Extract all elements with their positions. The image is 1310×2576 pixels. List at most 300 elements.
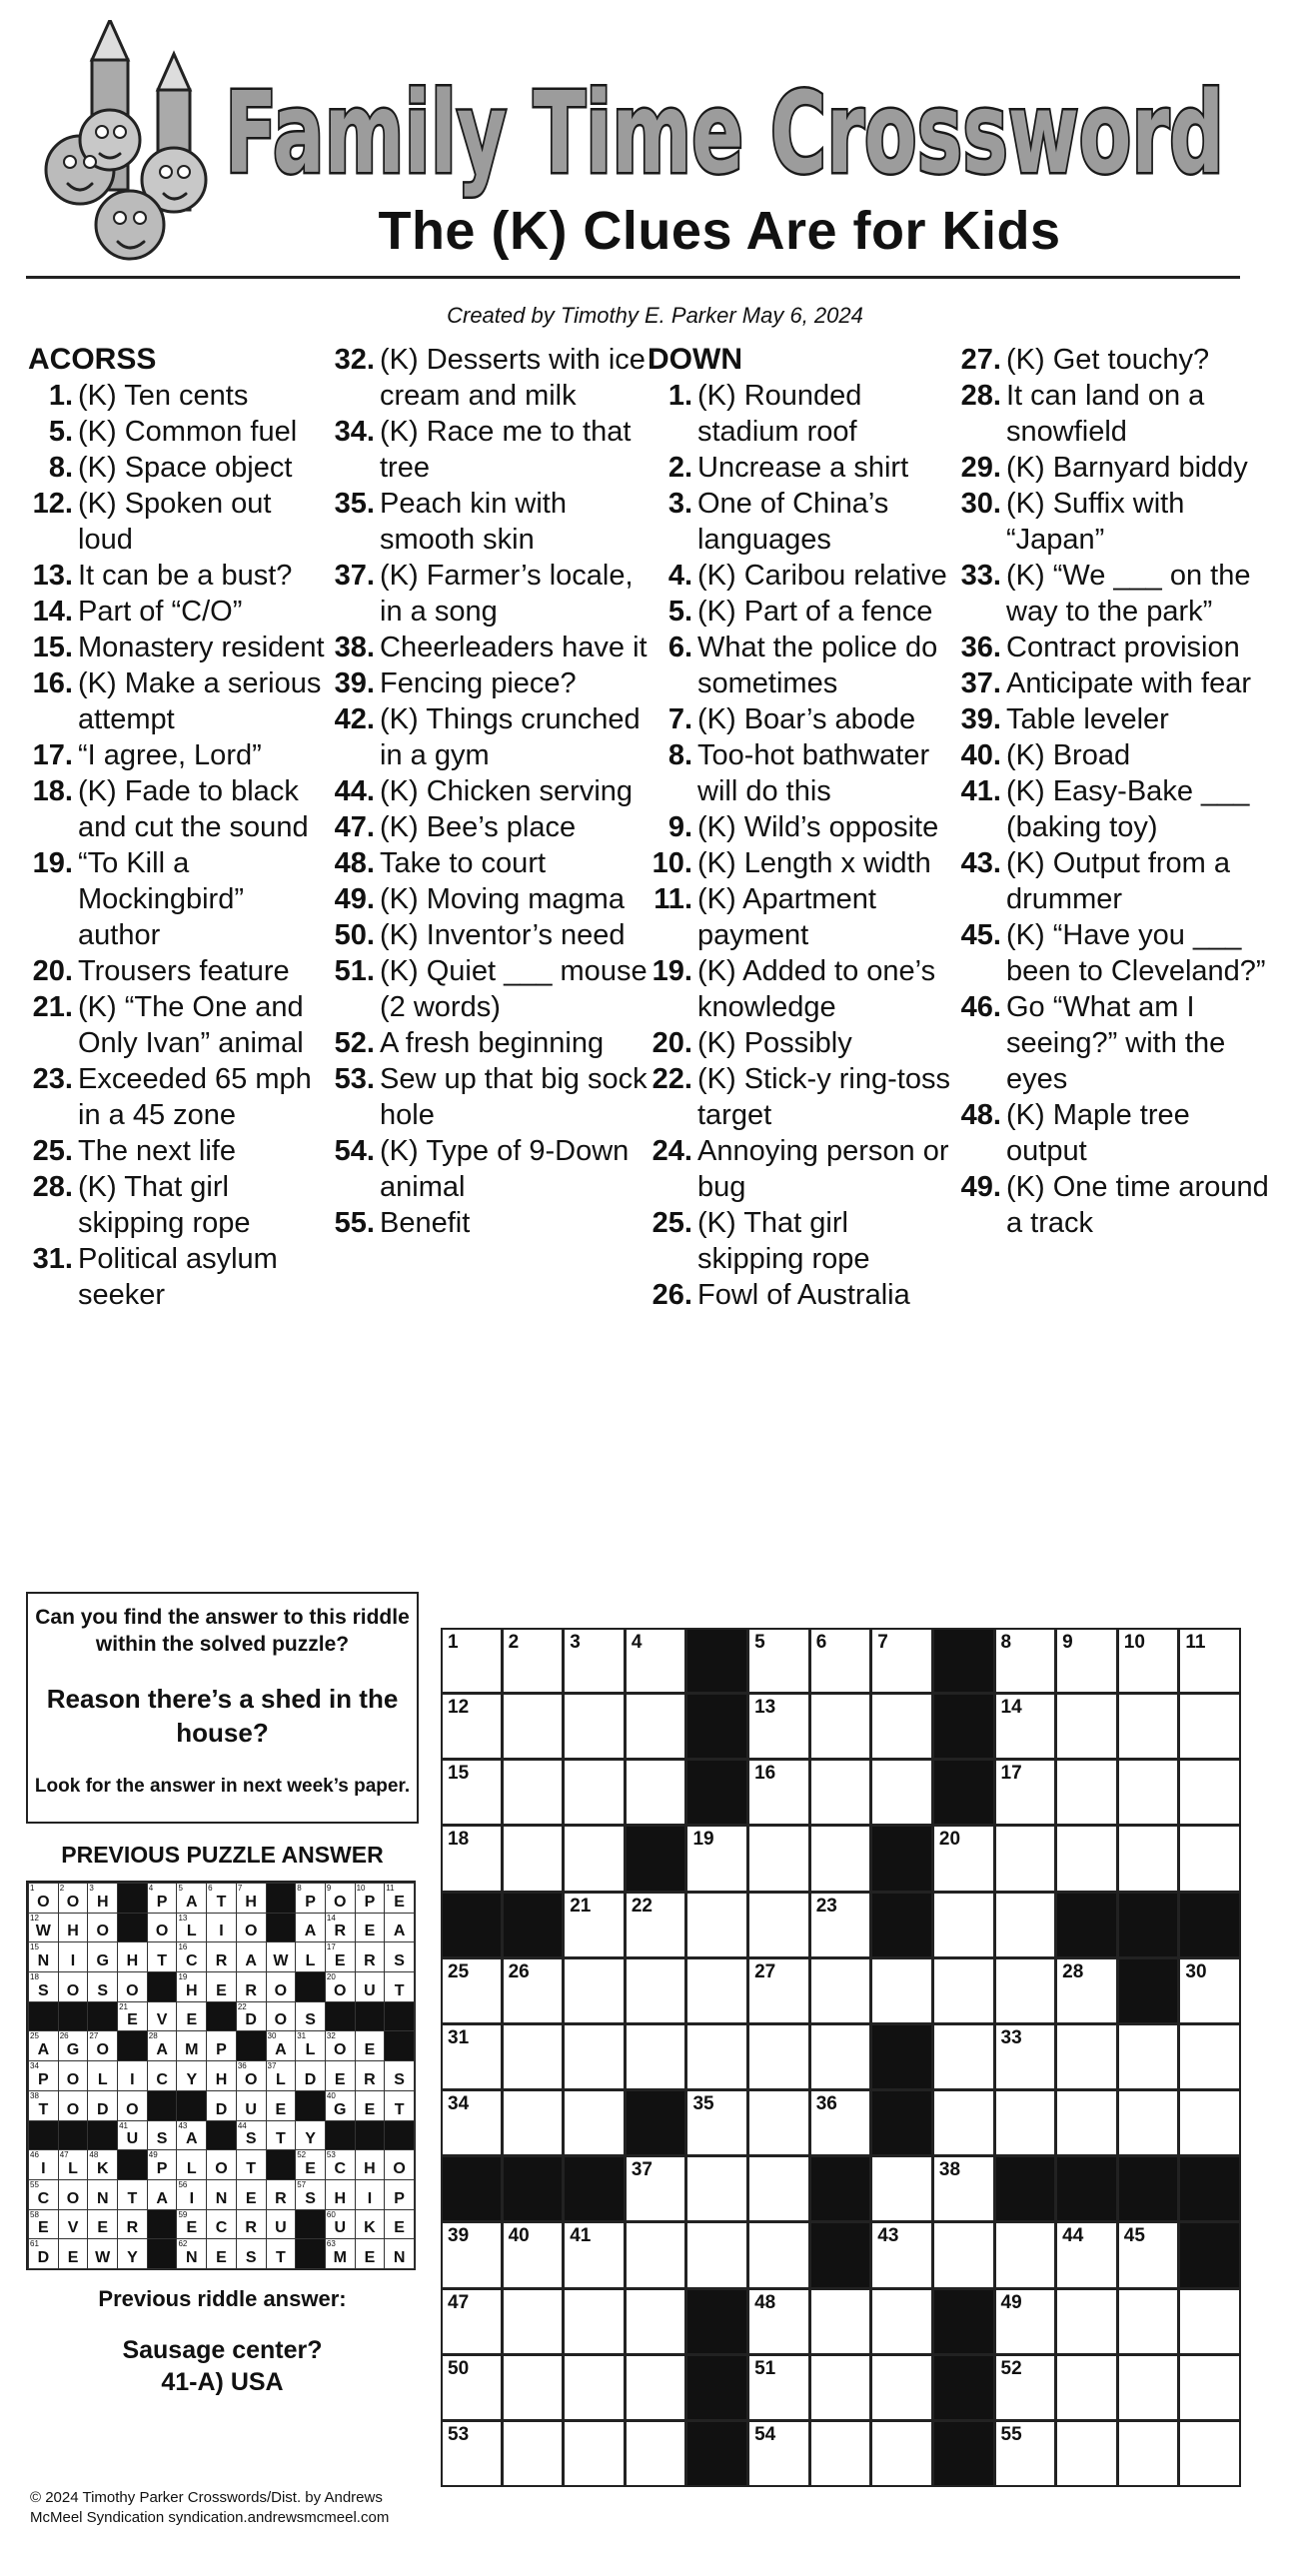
grid-cell[interactable] — [1117, 1693, 1180, 1760]
grid-cell[interactable] — [1178, 1628, 1241, 1694]
grid-cell[interactable] — [747, 2221, 810, 2288]
grid-cell[interactable] — [502, 1628, 565, 1694]
grid-cell[interactable] — [1055, 2089, 1118, 2156]
clue-number: 25. — [32, 1135, 73, 1167]
grid-block — [685, 1693, 748, 1760]
clue-text: (K) Get touchy? — [1006, 344, 1210, 376]
grid-cell[interactable] — [685, 1957, 748, 2024]
previous-grid-cell — [236, 2001, 267, 2032]
previous-grid-number: 20 — [326, 1972, 336, 1982]
previous-grid-letter: E — [364, 2248, 376, 2266]
grid-cell[interactable] — [441, 2420, 503, 2487]
grid-cell[interactable] — [625, 2023, 687, 2090]
previous-grid-number: 52 — [297, 2150, 307, 2160]
previous-grid-letter: K — [364, 2219, 376, 2237]
grid-cell[interactable] — [747, 1892, 810, 1958]
previous-grid-number: 63 — [326, 2239, 336, 2249]
previous-grid-letter: C — [215, 2219, 228, 2237]
grid-cell[interactable] — [994, 2089, 1057, 2156]
grid-cell[interactable] — [870, 1693, 933, 1760]
previous-grid-cell — [266, 1941, 297, 1972]
previous-grid-letter: N — [186, 2248, 198, 2266]
previous-grid-letter: T — [275, 2130, 286, 2148]
grid-block — [932, 2288, 995, 2355]
previous-grid-letter: E — [38, 2219, 49, 2237]
previous-grid-block — [325, 2001, 356, 2032]
previous-grid-cell — [87, 2090, 118, 2121]
previous-grid-number: 38 — [30, 2090, 39, 2100]
grid-cell[interactable] — [625, 1628, 687, 1694]
clue-number: 34. — [334, 416, 375, 448]
grid-cell[interactable] — [563, 2420, 626, 2487]
previous-grid-cell — [176, 2120, 207, 2151]
clue-text: Too-hot bathwater will do this — [697, 739, 930, 807]
grid-cell[interactable] — [1117, 1825, 1180, 1892]
grid-cell[interactable] — [870, 2221, 933, 2288]
grid-cell[interactable] — [1055, 1759, 1118, 1826]
previous-grid-block — [147, 2238, 178, 2269]
previous-grid-letter: L — [186, 2159, 197, 2177]
grid-cell-number: 15 — [448, 1763, 470, 1785]
clue-number: 37. — [334, 560, 375, 592]
grid-cell[interactable] — [1055, 1825, 1118, 1892]
grid-cell[interactable] — [625, 1957, 687, 2024]
previous-grid-cell — [236, 2179, 267, 2210]
grid-cell[interactable] — [502, 1693, 565, 1760]
previous-grid-letter: S — [305, 2189, 316, 2207]
grid-cell[interactable] — [441, 2288, 503, 2355]
grid-block — [870, 2023, 933, 2090]
previous-grid-cell — [87, 2030, 118, 2061]
grid-cell[interactable] — [747, 2288, 810, 2355]
grid-cell[interactable] — [563, 2354, 626, 2421]
grid-cell[interactable] — [1178, 1825, 1241, 1892]
grid-cell[interactable] — [441, 1759, 503, 1826]
grid-cell-number: 18 — [448, 1829, 470, 1851]
clue-item — [648, 881, 957, 953]
grid-cell[interactable] — [1117, 1759, 1180, 1826]
grid-cell[interactable] — [994, 1628, 1057, 1694]
clue-number: 6. — [667, 632, 692, 663]
grid-cell[interactable] — [1055, 2420, 1118, 2487]
grid-cell[interactable] — [502, 2354, 565, 2421]
grid-cell[interactable] — [932, 1957, 995, 2024]
grid-cell[interactable] — [1178, 2288, 1241, 2355]
grid-cell[interactable] — [502, 1825, 565, 1892]
previous-grid-letter: A — [156, 2189, 168, 2207]
previous-grid-block — [266, 1883, 297, 1914]
grid-cell-number: 4 — [631, 1632, 643, 1653]
clue-item — [330, 1061, 650, 1133]
grid-cell[interactable] — [747, 2420, 810, 2487]
previous-grid-letter: O — [155, 1923, 169, 1940]
previous-grid-cell — [117, 2179, 148, 2210]
grid-cell[interactable] — [932, 2089, 995, 2156]
grid-cell[interactable] — [685, 1825, 748, 1892]
grid-cell[interactable] — [932, 2155, 995, 2222]
clue-text: (K) Moving magma — [380, 883, 625, 915]
clue-column-1 — [28, 342, 328, 1313]
grid-cell-number: 50 — [448, 2357, 470, 2379]
grid-cell[interactable] — [809, 2023, 872, 2090]
previous-grid-letter: L — [275, 2070, 286, 2088]
grid-cell-number: 1 — [448, 1632, 459, 1653]
previous-grid-letter: E — [67, 2248, 79, 2266]
clue-number: 37. — [960, 667, 1001, 699]
previous-grid-cell — [28, 1941, 59, 1972]
grid-cell[interactable] — [994, 1892, 1057, 1958]
previous-grid-letter: G — [334, 2100, 347, 2118]
grid-cell[interactable] — [809, 1825, 872, 1892]
previous-grid-cell — [176, 2060, 207, 2091]
previous-grid-block — [87, 2120, 118, 2151]
clue-number: 24. — [652, 1135, 692, 1167]
riddle-box — [26, 1592, 419, 1824]
previous-grid-letter: D — [304, 2070, 317, 2088]
previous-grid-letter: T — [394, 2100, 405, 2118]
grid-cell[interactable] — [870, 2288, 933, 2355]
previous-grid-letter: S — [97, 1981, 109, 1999]
grid-cell[interactable] — [563, 2089, 626, 2156]
clue-text: (K) Output from a drummer — [1006, 847, 1231, 915]
grid-cell[interactable] — [563, 1759, 626, 1826]
clue-number: 47. — [334, 811, 375, 843]
grid-cell[interactable] — [441, 1825, 503, 1892]
grid-cell[interactable] — [1178, 2420, 1241, 2487]
grid-block — [1178, 2221, 1241, 2288]
previous-grid-letter: R — [275, 2189, 287, 2207]
clue-number: 28. — [960, 380, 1001, 412]
grid-cell[interactable] — [1117, 2420, 1180, 2487]
previous-grid-number: 2 — [59, 1884, 65, 1893]
previous-grid-cell — [266, 2209, 297, 2240]
grid-cell[interactable] — [1055, 2221, 1118, 2288]
clue-number: 17. — [32, 739, 73, 771]
grid-cell[interactable] — [994, 1693, 1057, 1760]
grid-cell[interactable] — [809, 2354, 872, 2421]
previous-grid-cell — [384, 2179, 415, 2210]
grid-cell[interactable] — [441, 2354, 503, 2421]
grid-cell[interactable] — [502, 2089, 565, 2156]
previous-grid-number: 57 — [297, 2179, 307, 2189]
grid-cell[interactable] — [1055, 2288, 1118, 2355]
grid-cell[interactable] — [994, 2420, 1057, 2487]
grid-cell[interactable] — [563, 1693, 626, 1760]
grid-cell[interactable] — [1055, 1957, 1118, 2024]
grid-cell[interactable] — [1178, 2354, 1241, 2421]
previous-grid-number: 30 — [267, 2031, 277, 2041]
previous-grid-cell — [87, 2060, 118, 2091]
previous-grid-letter: I — [41, 2159, 46, 2177]
previous-grid-cell — [355, 2238, 386, 2269]
previous-grid-letter: O — [66, 2070, 80, 2088]
grid-cell[interactable] — [625, 2155, 687, 2222]
clue-text: (K) Wild’s opposite — [697, 811, 939, 843]
grid-cell[interactable] — [994, 1957, 1057, 2024]
previous-grid-cell — [117, 2060, 148, 2091]
previous-grid-letter: H — [245, 1893, 257, 1911]
clue-item — [956, 701, 1276, 737]
clue-number: 18. — [32, 775, 73, 807]
grid-cell[interactable] — [563, 2221, 626, 2288]
clue-number: 33. — [960, 560, 1001, 592]
grid-cell-number: 36 — [815, 2093, 837, 2115]
previous-grid-cell — [355, 1883, 386, 1914]
grid-cell[interactable] — [809, 1628, 872, 1694]
previous-grid-cell — [58, 2209, 89, 2240]
grid-cell[interactable] — [747, 1693, 810, 1760]
previous-grid-cell — [295, 1913, 326, 1943]
grid-cell[interactable] — [932, 1825, 995, 1892]
grid-cell[interactable] — [441, 1628, 503, 1694]
previous-grid-letter: C — [186, 1952, 198, 1970]
previous-grid-letter: M — [333, 2248, 347, 2266]
grid-cell[interactable] — [1055, 2354, 1118, 2421]
grid-cell[interactable] — [563, 2288, 626, 2355]
clue-text: Peach kin with smooth skin — [380, 488, 567, 556]
previous-grid-block — [206, 2001, 237, 2032]
clue-number: 29. — [960, 452, 1001, 484]
grid-cell[interactable] — [994, 1759, 1057, 1826]
grid-cell[interactable] — [932, 2023, 995, 2090]
grid-cell[interactable] — [685, 2221, 748, 2288]
previous-grid-cell — [206, 2030, 237, 2061]
grid-cell[interactable] — [1117, 2221, 1180, 2288]
previous-grid-letter: O — [244, 2070, 258, 2088]
clue-text: (K) Easy-Bake ___ (baking toy) — [1006, 775, 1250, 843]
grid-cell[interactable] — [809, 1693, 872, 1760]
svg-text:Family Time Crossword: Family Time Crossword — [225, 69, 1224, 199]
clue-item — [648, 845, 957, 881]
previous-grid-cell — [28, 2090, 59, 2121]
grid-cell[interactable] — [1178, 2023, 1241, 2090]
previous-grid-cell — [176, 1883, 207, 1914]
grid-cell[interactable] — [685, 2089, 748, 2156]
grid-cell[interactable] — [441, 2221, 503, 2288]
previous-grid-block — [117, 2030, 148, 2061]
grid-cell[interactable] — [870, 1957, 933, 2024]
previous-grid-number: 5 — [178, 1884, 183, 1893]
grid-cell-number: 9 — [1062, 1632, 1073, 1653]
grid-cell[interactable] — [1178, 1957, 1241, 2024]
grid-cell[interactable] — [625, 1693, 687, 1760]
previous-grid-letter: E — [186, 2219, 198, 2237]
grid-cell[interactable] — [870, 2155, 933, 2222]
grid-cell[interactable] — [932, 2221, 995, 2288]
clue-item — [330, 1205, 650, 1241]
grid-cell[interactable] — [441, 2023, 503, 2090]
grid-cell[interactable] — [1117, 1628, 1180, 1694]
previous-grid-number: 59 — [178, 2209, 188, 2219]
grid-cell-number: 17 — [1000, 1763, 1022, 1785]
clue-number: 22. — [652, 1063, 692, 1095]
clue-text: (K) Added to one’s knowledge — [697, 955, 936, 1023]
clue-item — [956, 342, 1276, 378]
grid-cell[interactable] — [809, 1957, 872, 2024]
grid-cell[interactable] — [994, 2221, 1057, 2288]
grid-cell[interactable] — [1055, 1693, 1118, 1760]
grid-cell[interactable] — [625, 1759, 687, 1826]
previous-grid-cell — [28, 2149, 59, 2180]
grid-cell-number: 2 — [508, 1632, 520, 1653]
grid-cell[interactable] — [441, 1693, 503, 1760]
grid-cell[interactable] — [1178, 1759, 1241, 1826]
previous-grid-cell — [355, 2030, 386, 2061]
previous-grid-number: 19 — [178, 1972, 188, 1982]
grid-cell[interactable] — [563, 2023, 626, 2090]
previous-grid-letter: H — [186, 1981, 198, 1999]
grid-cell[interactable] — [441, 2089, 503, 2156]
grid-block — [1055, 2155, 1118, 2222]
grid-cell[interactable] — [563, 1825, 626, 1892]
previous-grid-letter: U — [126, 2130, 139, 2148]
grid-cell[interactable] — [685, 1892, 748, 1958]
clue-number: 46. — [960, 991, 1001, 1023]
grid-cell[interactable] — [1117, 2354, 1180, 2421]
clue-number: 36. — [960, 632, 1001, 663]
grid-cell[interactable] — [563, 1892, 626, 1958]
previous-grid-letter: S — [245, 2248, 257, 2266]
grid-cell[interactable] — [870, 1759, 933, 1826]
grid-cell[interactable] — [625, 1892, 687, 1958]
previous-grid-cell — [325, 2090, 356, 2121]
grid-cell[interactable] — [563, 1628, 626, 1694]
grid-cell[interactable] — [441, 1957, 503, 2024]
previous-grid-letter: N — [393, 2248, 406, 2266]
previous-grid-letter: H — [67, 1923, 79, 1940]
clue-number: 14. — [32, 596, 73, 628]
clue-number: 20. — [32, 955, 73, 987]
grid-cell[interactable] — [870, 1628, 933, 1694]
grid-cell[interactable] — [502, 2420, 565, 2487]
clue-item — [330, 1133, 650, 1205]
grid-cell[interactable] — [747, 1957, 810, 2024]
previous-grid-cell — [384, 1941, 415, 1972]
clue-number: 55. — [334, 1207, 375, 1239]
grid-cell[interactable] — [809, 2288, 872, 2355]
previous-grid-letter: E — [334, 2070, 346, 2088]
previous-grid-cell — [206, 1883, 237, 1914]
grid-cell[interactable] — [625, 2221, 687, 2288]
grid-cell[interactable] — [685, 2155, 748, 2222]
grid-cell[interactable] — [502, 2288, 565, 2355]
grid-cell[interactable] — [563, 1957, 626, 2024]
previous-grid-cell — [87, 1883, 118, 1914]
grid-cell[interactable] — [747, 2155, 810, 2222]
riddle-text: Reason there’s a shed in the house? — [46, 1684, 399, 1748]
clue-item — [28, 1241, 328, 1313]
grid-cell[interactable] — [747, 2354, 810, 2421]
clue-item — [330, 665, 650, 701]
previous-grid-cell — [266, 2060, 297, 2091]
grid-cell[interactable] — [870, 2354, 933, 2421]
grid-cell[interactable] — [1178, 1693, 1241, 1760]
grid-cell[interactable] — [502, 2221, 565, 2288]
grid-cell[interactable] — [625, 2420, 687, 2487]
previous-grid-number: 53 — [326, 2150, 336, 2160]
clue-text: Benefit — [380, 1207, 471, 1239]
grid-cell[interactable] — [809, 2089, 872, 2156]
grid-cell[interactable] — [747, 1759, 810, 1826]
previous-grid-letter: D — [96, 2100, 109, 2118]
grid-cell[interactable] — [502, 1759, 565, 1826]
clue-number: 28. — [32, 1171, 73, 1203]
grid-cell[interactable] — [685, 2023, 748, 2090]
clue-text: (K) Broad — [1006, 739, 1131, 771]
grid-cell-number: 43 — [877, 2225, 899, 2247]
previous-grid-cell — [176, 1941, 207, 1972]
grid-cell[interactable] — [870, 2420, 933, 2487]
grid-cell[interactable] — [1117, 2023, 1180, 2090]
clue-item — [28, 773, 328, 845]
clue-item — [648, 1025, 957, 1061]
clue-text: (K) Race me to that tree — [380, 416, 632, 484]
clue-number: 8. — [667, 739, 692, 771]
clue-text: (K) Length x width — [697, 847, 931, 879]
clue-item — [330, 414, 650, 486]
clue-number: 30. — [960, 488, 1001, 520]
family-time-crossword-logo — [215, 40, 1234, 210]
copyright-notice: © 2024 Timothy Parker Crosswords/Dist. by Andrews McMeel Syndication syndication.andrewsmcmeel.com — [30, 2489, 390, 2526]
grid-cell[interactable] — [1117, 2089, 1180, 2156]
previous-grid-block — [325, 2120, 356, 2151]
clue-item — [648, 809, 957, 845]
previous-grid-letter: U — [364, 1981, 376, 1999]
grid-cell[interactable] — [1117, 2288, 1180, 2355]
grid-cell[interactable] — [994, 2023, 1057, 2090]
grid-cell[interactable] — [809, 2420, 872, 2487]
grid-cell[interactable] — [809, 1759, 872, 1826]
grid-cell[interactable] — [1055, 1628, 1118, 1694]
grid-cell[interactable] — [809, 1892, 872, 1958]
previous-grid-cell — [295, 2060, 326, 2091]
previous-grid-letter: V — [156, 2011, 168, 2029]
clue-item — [330, 881, 650, 917]
previous-grid-letter: E — [394, 2219, 405, 2237]
clue-number: 43. — [960, 847, 1001, 879]
grid-cell[interactable] — [1178, 2089, 1241, 2156]
grid-cell[interactable] — [1055, 2023, 1118, 2090]
previous-grid-letter: M — [185, 2041, 199, 2059]
clue-item — [648, 450, 957, 486]
grid-cell[interactable] — [747, 1825, 810, 1892]
clue-number: 25. — [652, 1207, 692, 1239]
grid-cell[interactable] — [932, 1892, 995, 1958]
grid-cell[interactable] — [747, 2089, 810, 2156]
previous-grid-cell — [236, 1971, 267, 2002]
grid-cell[interactable] — [502, 1957, 565, 2024]
grid-cell[interactable] — [994, 1825, 1057, 1892]
grid-cell[interactable] — [994, 2288, 1057, 2355]
previous-grid-cell — [325, 2060, 356, 2091]
grid-cell[interactable] — [502, 2023, 565, 2090]
grid-cell[interactable] — [994, 2354, 1057, 2421]
previous-grid-cell — [325, 2209, 356, 2240]
grid-block — [809, 2155, 872, 2222]
grid-cell[interactable] — [625, 2354, 687, 2421]
previous-grid-block — [147, 1971, 178, 2002]
previous-grid-letter: S — [38, 1981, 49, 1999]
previous-grid-cell — [117, 2209, 148, 2240]
grid-cell[interactable] — [747, 2023, 810, 2090]
clue-text: (K) Type of 9-Down animal — [380, 1135, 630, 1203]
clue-number: 1. — [667, 380, 692, 412]
grid-cell[interactable] — [747, 1628, 810, 1694]
grid-cell[interactable] — [625, 2288, 687, 2355]
previous-grid-number: 60 — [326, 2209, 336, 2219]
previous-grid-block — [87, 2001, 118, 2032]
grid-cell-number: 39 — [448, 2225, 470, 2247]
